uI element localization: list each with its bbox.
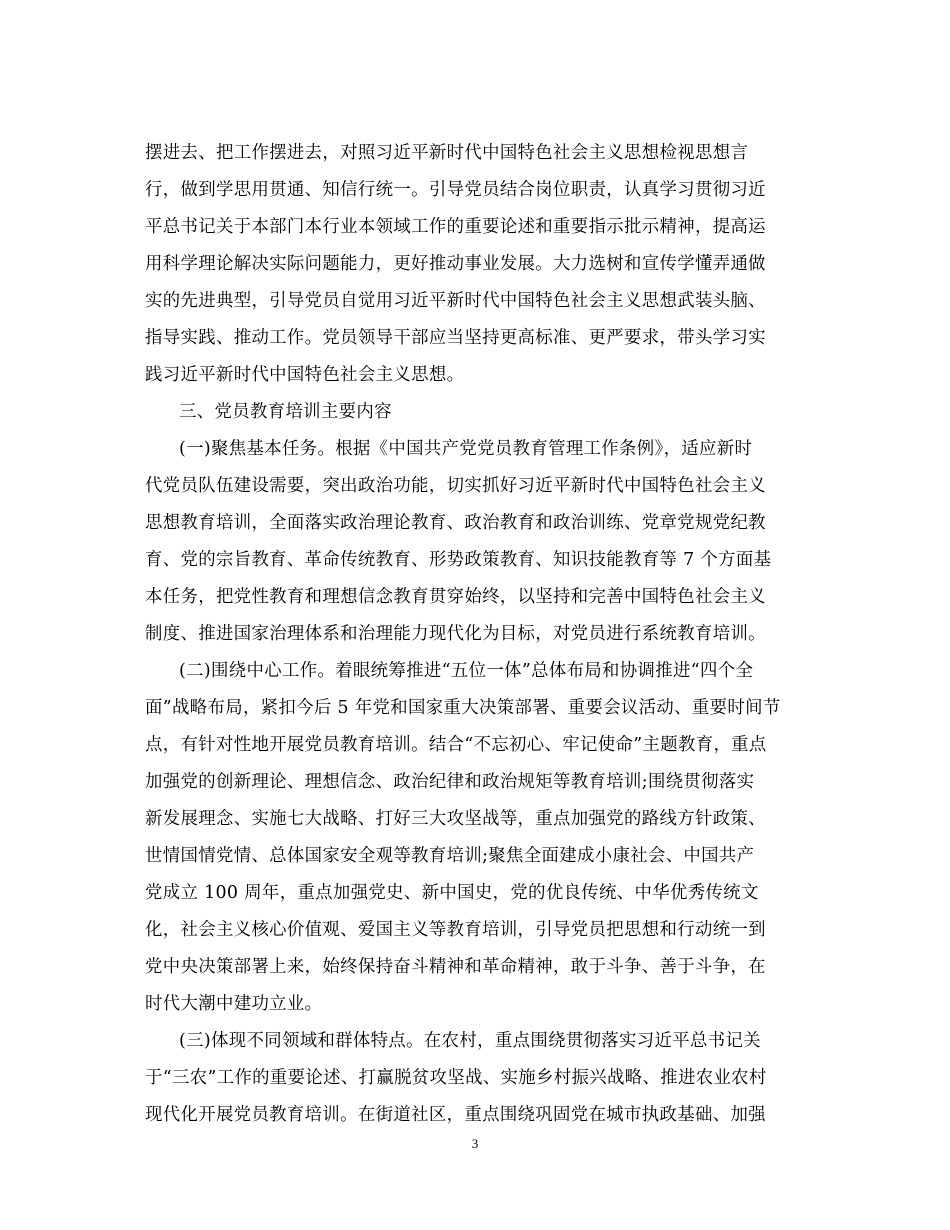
text-line: 摆进去、把工作摆进去，对照习近平新时代中国特色社会主义思想检视思想言 (145, 143, 749, 163)
text-line: (三)体现不同领域和群体特点。在农村，重点围绕贯彻落实习近平总书记关 (179, 1031, 761, 1051)
text-line: 本任务，把党性教育和理想信念教育贯穿始终，以坚持和完善中国特色社会主义 (145, 587, 766, 607)
text-line: 行，做到学思用贯通、知信行统一。引导党员结合岗位职责，认真学习贯彻习近 (145, 180, 766, 200)
text-line: 育、党的宗旨教育、革命传统教育、形势政策教育、知识技能教育等 7 个方面基 (145, 550, 772, 570)
text-line: 时代大潮中建功立业。 (145, 994, 323, 1014)
text-line: 于“三农”工作的重要论述、打赢脱贫攻坚战、实施乡村振兴战略、推进农业农村 (145, 1068, 767, 1088)
text-line: 指导实践、推动工作。党员领导干部应当坚持更高标准、更严要求，带头学习实 (145, 328, 766, 348)
document-body (145, 135, 805, 1134)
text-line: 世情国情党情、总体国家安全观等教育培训;聚焦全面建成小康社会、中国共产 (145, 846, 755, 866)
text-line: 思想教育培训，全面落实政治理论教育、政治教育和政治训练、党章党规党纪教 (145, 513, 766, 533)
text-line: 点，有针对性地开展党员教育培训。结合“不忘初心、牢记使命”主题教育，重点 (145, 735, 767, 755)
text-line: 制度、推进国家治理体系和治理能力现代化为目标，对党员进行系统教育培训。 (145, 624, 766, 644)
text-line: 党中央决策部署上来，始终保持奋斗精神和革命精神，敢于斗争、善于斗争，在 (145, 957, 766, 977)
text-line: 实的先进典型，引导党员自觉用习近平新时代中国特色社会主义思想武装头脑、 (145, 291, 766, 311)
text-line: 现代化开展党员教育培训。在街道社区，重点围绕巩固党在城市执政基础、加强 (145, 1105, 766, 1125)
text-line: 三、党员教育培训主要内容 (179, 402, 392, 422)
page-number: 3 (471, 1136, 479, 1151)
text-line: 面”战略布局，紧扣今后 5 年党和国家重大决策部署、重要会议活动、重要时间节 (145, 698, 781, 718)
text-line: 新发展理念、实施七大战略、打好三大攻坚战等，重点加强党的路线方针政策、 (145, 809, 766, 829)
text-line: 践习近平新时代中国特色社会主义思想。 (145, 365, 465, 385)
text-line: 平总书记关于本部门本行业本领域工作的重要论述和重要指示批示精神，提高运 (145, 217, 766, 237)
text-line: (一)聚焦基本任务。根据《中国共产党党员教育管理工作条例》，适应新时 (179, 439, 753, 459)
text-line: 代党员队伍建设需要，突出政治功能，切实抓好习近平新时代中国特色社会主义 (145, 476, 766, 496)
text-line: 党成立 100 周年，重点加强党史、新中国史，党的优良传统、中华优秀传统文 (145, 883, 759, 903)
text-line: 加强党的创新理论、理想信念、政治纪律和政治规矩等教育培训;围绕贯彻落实 (145, 772, 755, 792)
text-line: 化，社会主义核心价值观、爱国主义等教育培训，引导党员把思想和行动统一到 (145, 920, 766, 940)
text-line: (二)围绕中心工作。着眼统筹推进“五位一体”总体布局和协调推进“四个全 (179, 661, 754, 681)
text-line: 用科学理论解决实际问题能力，更好推动事业发展。大力选树和宣传学懂弄通做 (145, 254, 766, 274)
